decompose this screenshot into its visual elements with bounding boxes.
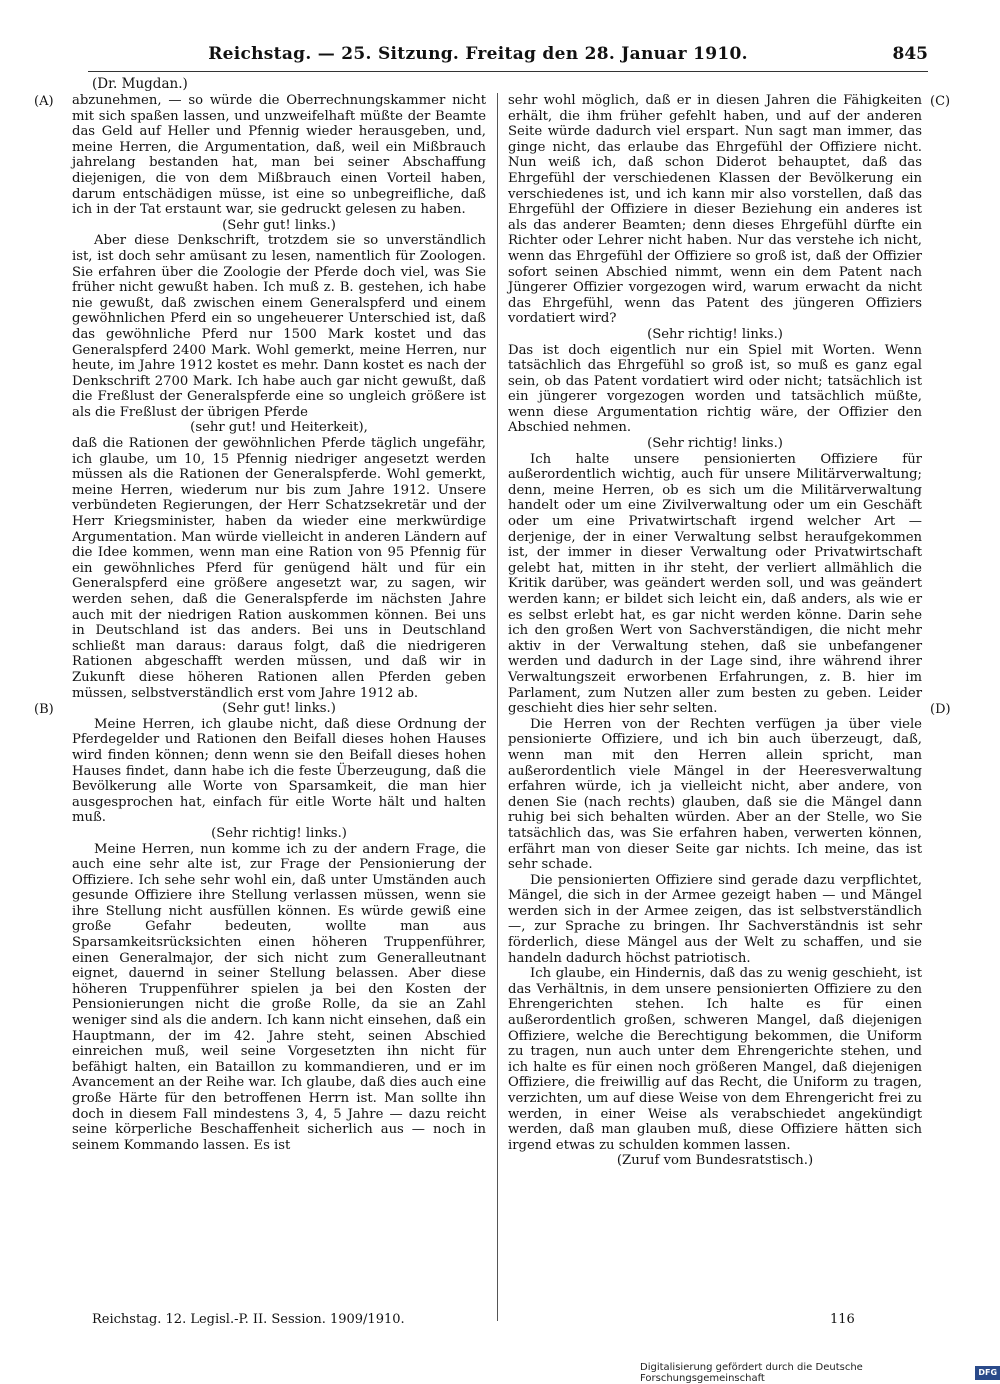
interjection: (Zuruf vom Bundesratstisch.) xyxy=(616,1153,814,1169)
left-column xyxy=(72,93,486,1153)
column-divider xyxy=(497,93,498,1321)
paragraph: Die pensionierten Offiziere sind gerade dazu verpflichtet, Mängel, die sich in der Armee gezeigt haben — und Mängel werden sich in der Armee zeigen, das ist selbstverständlich —, zur Sprache zu bringen. Ihr Sachverständnis ist sehr förderlich, diese Mängel aus der Welt zu schaffen, und sie handeln dadurch höchst patriotisch. xyxy=(508,872,922,966)
margin-marker-b: (B) xyxy=(34,702,54,717)
running-header xyxy=(88,44,928,70)
credit-text: Digitalisierung gefördert durch die Deutsche Forschungsgemeinschaft xyxy=(640,1362,863,1384)
paragraph: Das ist doch eigentlich nur ein Spiel mit Worten. Wenn tatsächlich das Ehrgefühl so groß ist, so muß es ganz egal sein, ob das Patent vordatiert wird oder nicht; tatsächlich ist ein jüngerer vorgezogen worden und tatsächlich müßte, wenn diese Argumentation richtig wäre, der Offizier den Abschied nehmen. xyxy=(508,342,922,436)
interjection: (Sehr gut! links.) xyxy=(222,701,336,717)
interjection: (Sehr richtig! links.) xyxy=(647,326,783,342)
paragraph: sehr wohl möglich, daß er in diesen Jahren die Fähigkeiten erhält, die ihm früher gefehlt haben, und auf der anderen Seite würde dadurch viel erspart. Nun sagt man immer, das ginge nicht, das erlaube das Ehrgefühl der Offiziere nicht. Nun weiß ich, daß schon Diderot behauptet, daß das Ehrgefühl der verschiedenen Klassen der Bevölkerung ein verschiedenes ist, und ich kann mir also vorstellen, daß das Ehrgefühl der Offiziere in dieser Beziehung ein anderes ist als das anderer Beamten; denn dieses Ehrgefühl dürfte ein Richter oder Lehrer nicht haben. Nur das verstehe ich nicht, wenn das Ehrgefühl der Offiziere so groß ist, daß der Offizier sofort seinen Abschied nimmt, wenn ein dem Patent nach Jüngerer Offizier vorgezogen wird, warum erwacht da nicht das Ehrgefühl, wenn das Patent des jüngeren Offiziers vordatiert wird? xyxy=(508,93,922,327)
speaker-name: (Dr. Mugdan.) xyxy=(92,76,188,92)
paragraph: Ich glaube, ein Hindernis, daß das zu wenig geschieht, ist das Verhältnis, in dem unsere pensionierten Offiziere zu den Ehrengerichten stehen. Ich halte es für einen außerordentlich großen, schweren Mangel, daß diejenigen Offiziere, welche die Berechtigung bekommen, die Uniform zu tragen, nun auch unter dem Ehrengerichte stehen, und ich halte es für einen noch größeren Mangel, daß diejenigen Offiziere, die freiwillig auf das Recht, die Uniform zu tragen, verzichten, um auf diese Weise von dem Ehrengericht frei zu werden, in einer Weise als verabschiedet angekündigt werden, daß man glauben muß, diese Offiziere hätten sich irgend etwas zu schulden kommen lassen. xyxy=(508,966,922,1153)
margin-marker-a: (A) xyxy=(34,94,54,109)
interjection: (Sehr richtig! links.) xyxy=(211,825,347,841)
header-rule xyxy=(88,71,928,72)
interjection: (Sehr richtig! links.) xyxy=(647,436,783,452)
right-column xyxy=(508,93,922,1169)
page-number: 845 xyxy=(892,44,928,64)
interjection: (sehr gut! und Heiterkeit), xyxy=(190,420,368,436)
dfg-logo: DFG xyxy=(975,1366,1000,1380)
digitization-credit xyxy=(640,1362,1000,1384)
paragraph: Meine Herren, ich glaube nicht, daß diese Ordnung der Pferdegelder und Rationen den Beifall dieses hohen Hauses wird finden können; denn wenn sie den Beifall dieses hohen Hauses findet, dann habe ich die feste Überzeugung, daß die Bevölkerung alle Worte von Sparsamkeit, die man hier ausgesprochen hat, einfach für eitle Worte hält und halten muß. xyxy=(72,716,486,826)
paragraph: daß die Rationen der gewöhnlichen Pferde täglich ungefähr, ich glaube, um 10, 15 Pfennig niedriger angesetzt werden müssen als die Rationen der Generalspferde. Wohl gemerkt, meine Herren, wiederum nur bis zum Jahre 1912. Unsere verbündeten Regierungen, der Herr Schatzsekretär und der Herr Kriegsminister, haben da wieder eine merkwürdige Argumentation. Man würde vielleicht in anderen Ländern auf die Idee kommen, wenn man eine Ration von 95 Pfennig für ein gewöhnliches Pferd für genügend hält und für ein Generalspferd eine größere angesetzt war, zu sagen, wir werden sehen, daß die Generalspferde im nächsten Jahre auch mit der niedrigen Ration auskommen können. Bei uns in Deutschland ist das anders. Bei uns in Deutschland schließt man daraus: daraus folgt, daß die niedrigeren Rationen abgeschafft werden müssen, und daß wir in Zukunft diese höheren Rationen allen Pferden geben müssen, selbstverständlich erst vom Jahre 1912 ab. xyxy=(72,436,486,701)
paragraph: Aber diese Denkschrift, trotzdem sie so unverständlich ist, ist doch sehr amüsant zu lesen, namentlich für Zoologen. Sie erfahren über die Zoologie der Pferde doch viel, was Sie früher nicht gewußt haben. Ich muß z. B. gestehen, ich habe nie gewußt, daß zwischen einem Generalspferd und einem gewöhnlichen Pferd ein so ungeheuerer Unterschied ist, daß das gewöhnliche Pferd nur 1500 Mark kostet und das Generalspferd 2400 Mark. Wohl gemerkt, meine Herren, nur heute, im Jahre 1912 kostet es mehr. Dann kostet es nach der Denkschrift 2700 Mark. Ich habe auch gar nicht gewußt, daß die Freßlust der Generalspferde eine so ungleich größere ist als die Freßlust der übrigen Pferde xyxy=(72,233,486,420)
header-title: Reichstag. — 25. Sitzung. Freitag den 28. Januar 1910. xyxy=(208,44,748,64)
margin-marker-c: (C) xyxy=(930,94,951,109)
footer-sheet-number: 116 xyxy=(830,1312,855,1327)
interjection: (Sehr gut! links.) xyxy=(222,217,336,233)
footer-session-info: Reichstag. 12. Legisl.-P. II. Session. 1909/1910. xyxy=(92,1312,405,1327)
paragraph: abzunehmen, — so würde die Oberrechnungskammer nicht mit sich spaßen lassen, und unzweifelhaft müßte der Beamte das Geld auf Heller und Pfennig wieder herausgeben, und, meine Herren, die Argumentation, daß, weil ein Mißbrauch jahrelang bestanden hat, man bei seiner Abschaffung diejenigen, die von dem Mißbrauch einen Vorteil haben, darum entschädigen müsse, ist eine so unbegreifliche, daß ich in der Tat erstaunt war, sie gedruckt gelesen zu haben. xyxy=(72,93,486,218)
paragraph: Meine Herren, nun komme ich zu der andern Frage, die auch eine sehr alte ist, zur Frage der Pensionierung der Offiziere. Ich sehe sehr wohl ein, daß unter Umständen auch gesunde Offiziere ihre Stellung verlassen müssen, wenn sie ihre Stellung nicht ausfüllen können. Es würde gewiß eine große Gefahr bedeuten, wollte man aus Sparsamkeitsrücksichten einen höheren Truppenführer, einen Generalmajor, der sich nicht zum Generalleutnant eignet, dauernd in seiner Stellung belassen. Aber diese höheren Truppenführer spielen ja bei den Kosten der Pensionierungen nicht die große Rolle, da sie an Zahl weniger sind als die andern. Ich kann nicht einsehen, daß ein Hauptmann, der im 42. Jahre steht, seinen Abschied einreichen muß, weil seine Vorgesetzten ihn nicht für befähigt halten, ein Bataillon zu kommandieren, und er im Avancement an der Reihe war. Ich glaube, daß dies auch eine große Härte für den betroffenen Herrn ist. Man sollte ihn doch in diesem Fall mindestens 3, 4, 5 Jahre — dazu reicht seine körperliche Beschaffenheit sicherlich aus — noch in seinem Kommando lassen. Es ist xyxy=(72,841,486,1153)
paragraph: Die Herren von der Rechten verfügen ja über viele pensionierte Offiziere, und ich bin auch überzeugt, daß, wenn man mit den Herren allein spricht, man außerordentlich viele Mängel in der Heeresverwaltung erfahren würde, ich ja vielleicht nicht, aber andere, von denen Sie (nach rechts) glauben, daß sie die Mängel dann ruhig bei sich behalten würden. Aber an der Stelle, wo Sie tatsächlich das, was Sie erfahren haben, verwerten können, erfährt man von dieser Seite gar nichts. Ich meine, das ist sehr schade. xyxy=(508,716,922,873)
paragraph: Ich halte unsere pensionierten Offiziere für außerordentlich wichtig, auch für unsere Militärverwaltung; denn, meine Herren, ob es sich um die Militärverwaltung handelt oder um eine Zivilverwaltung oder um ein Geschäft oder um eine Privatwirtschaft irgend welcher Art — derjenige, der in einer Verwaltung selbst heraufgekommen ist, der immer in dieser Verwaltung oder Privatwirtschaft gelebt hat, mitten in ihr steht, der verliert allmählich die Kritik darüber, was geändert werden soll, und was geändert werden kann; er bildet sich leicht ein, daß anders, als wie er es selbst erlebt hat, es gar nicht werden könne. Darin sehe ich den großen Wert von Sachverständigen, die nicht mehr aktiv in der Verwaltung stehen, daß sie unbefangener werden und dadurch in der Lage sind, ihre während ihrer Verwaltungszeit erworbenen Erfahrungen, z. B. hier im Parlament, zum Nutzen aller zum besten zu geben. Leider geschieht dies hier sehr selten. xyxy=(508,451,922,717)
margin-marker-d: (D) xyxy=(930,702,951,717)
